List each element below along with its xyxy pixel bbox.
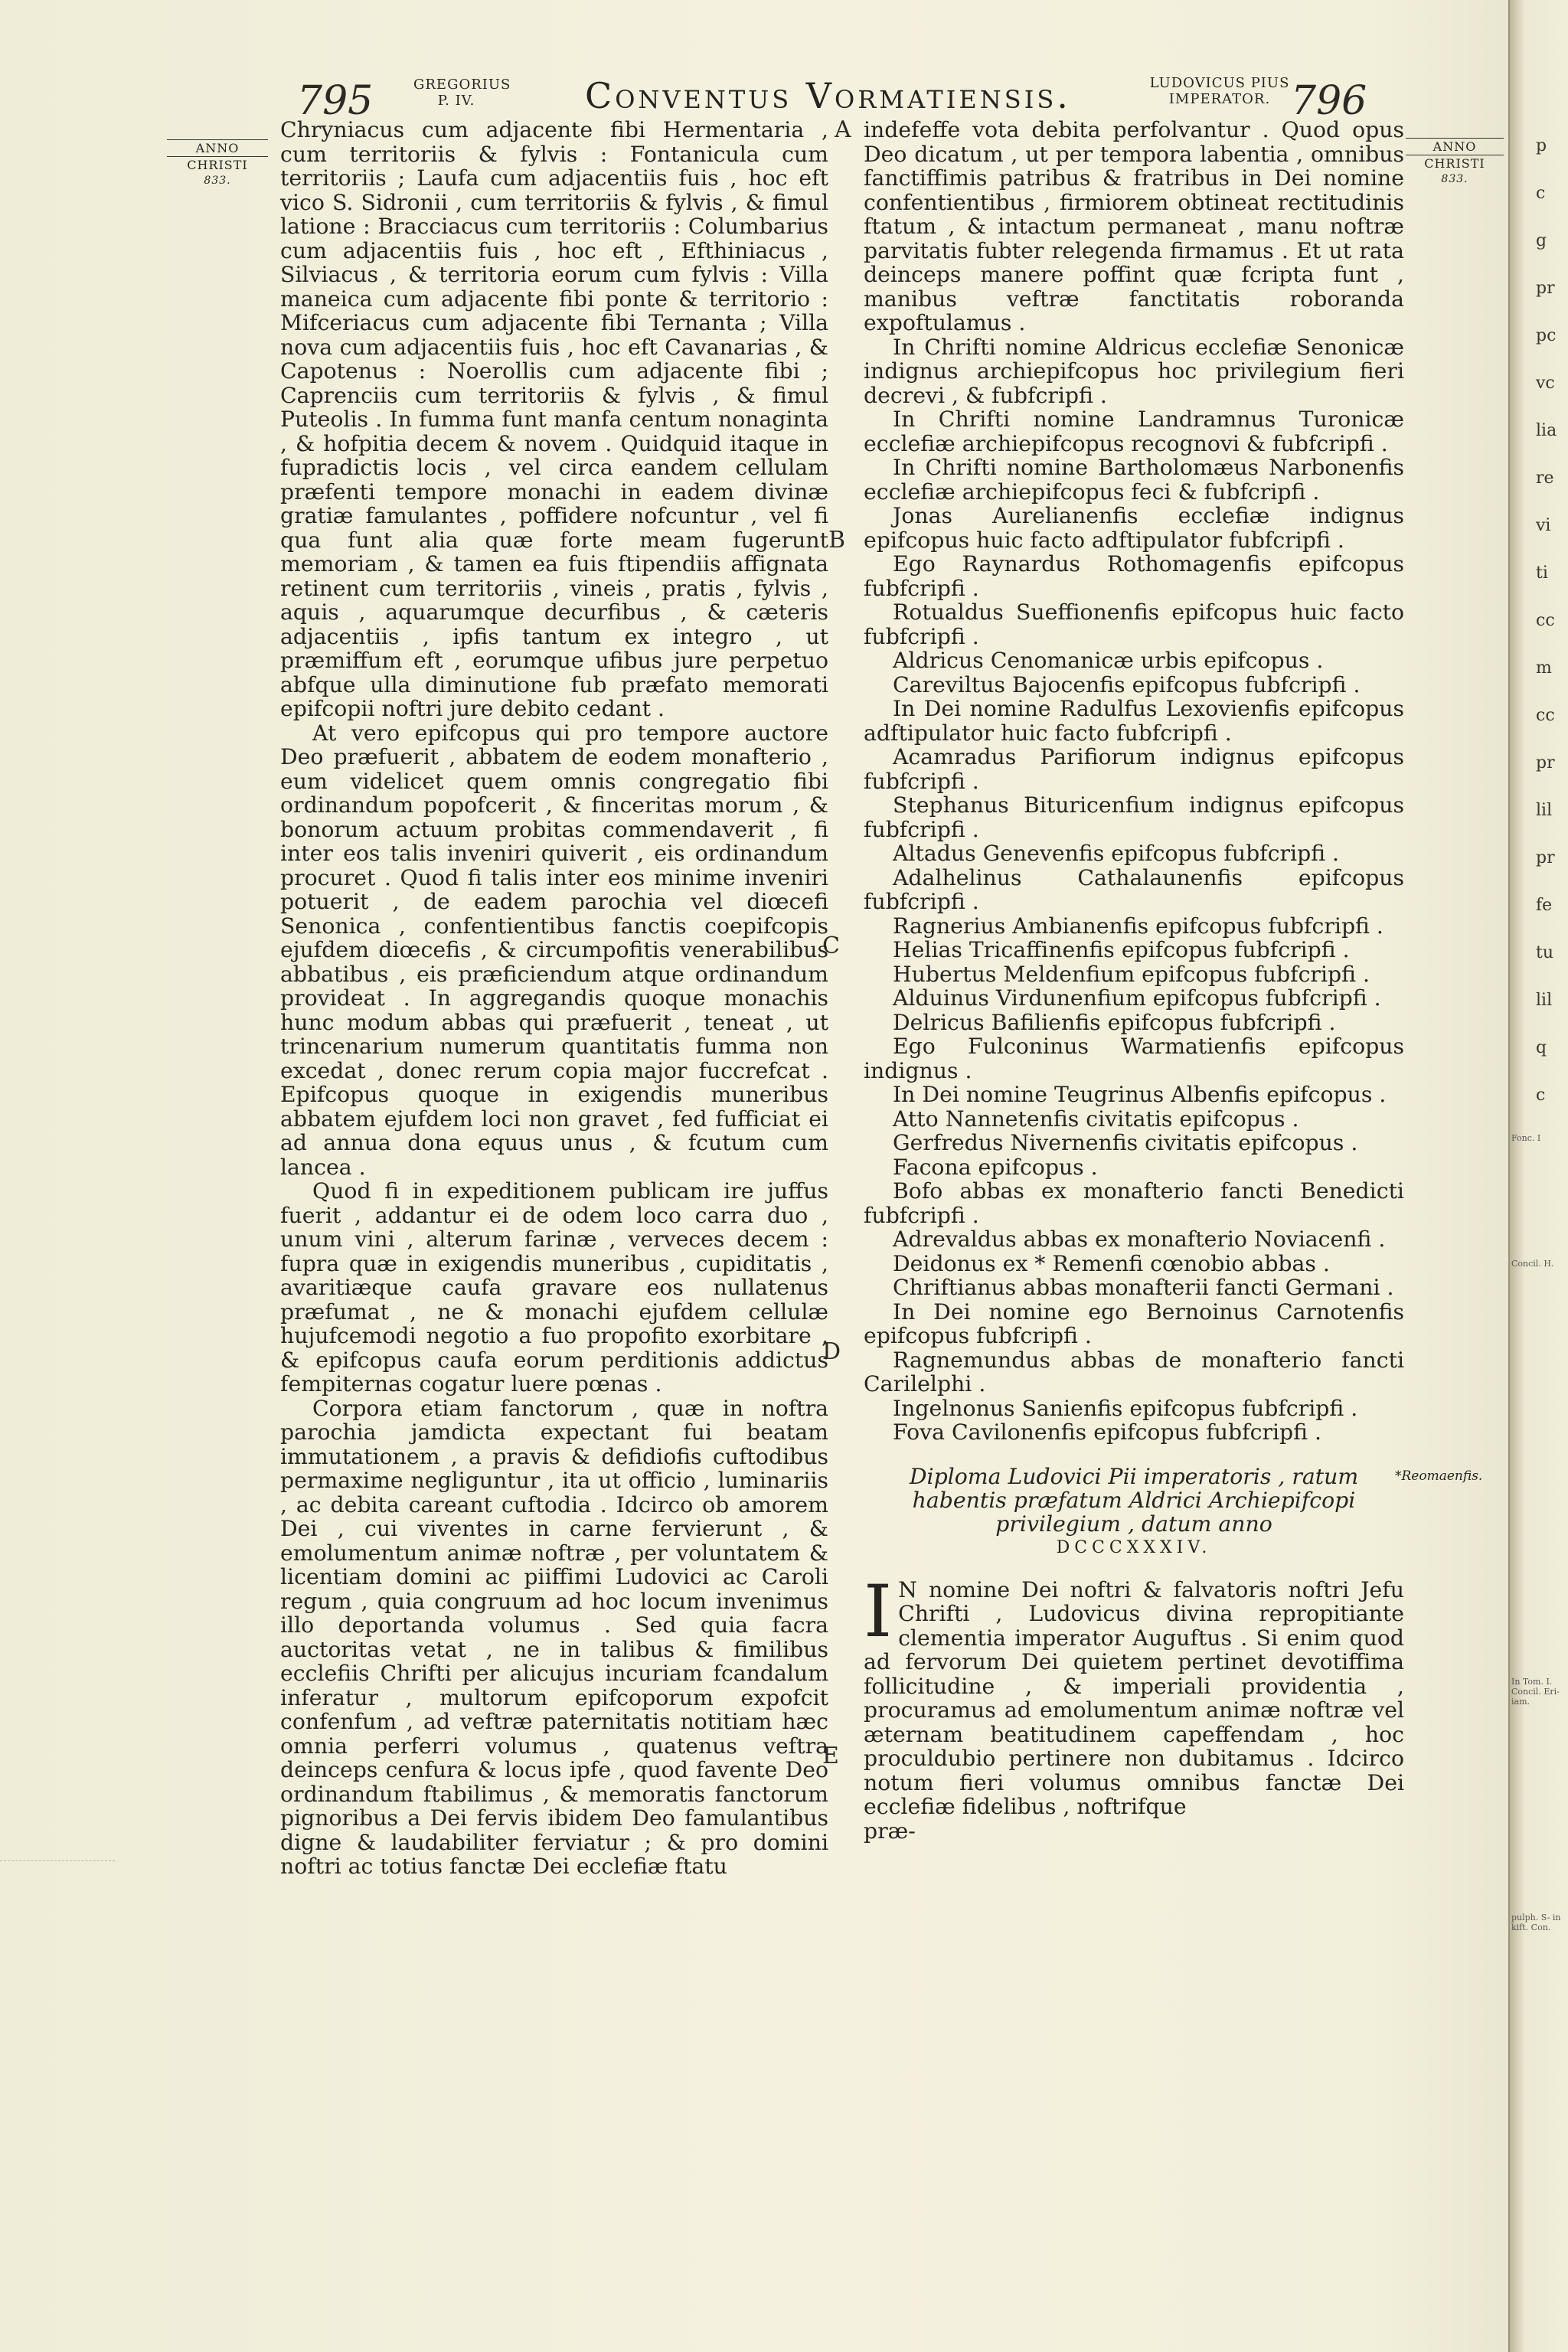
subscription-line: Ragnemundus abbas de monafterio fancti Carilelphi . bbox=[864, 1347, 1404, 1396]
subscription-line: In Dei nomine Radulfus Lexovienfis epifcopus adftipulator huic facto fubfcripfi . bbox=[864, 696, 1404, 746]
edge-fragment: re bbox=[1536, 469, 1554, 488]
section-marker-d: D bbox=[822, 1338, 841, 1365]
edge-fragment: q bbox=[1536, 1038, 1547, 1057]
anno-year: 833. bbox=[204, 175, 231, 187]
subscription-line: Fova Cavilonenfis epifcopus fubfcripfi . bbox=[893, 1419, 1322, 1445]
christi-label: CHRISTI bbox=[187, 158, 248, 172]
subscription-line: Chriftianus abbas monafterii fancti Germani . bbox=[893, 1275, 1394, 1300]
subscription-line: Atto Nannetenfis civitatis epifcopus . bbox=[893, 1106, 1299, 1132]
edge-fragment: c bbox=[1536, 184, 1546, 203]
edge-fragment: vc bbox=[1536, 374, 1555, 393]
adjacent-page-edge bbox=[1508, 0, 1568, 2352]
subscription-line: Adrevaldus abbas ex monafterio Noviacenfi . bbox=[893, 1227, 1386, 1252]
subscription-line: Jonas Aurelianenfis ecclefiæ indignus epifcopus huic facto adftipulator fubfcripfi . bbox=[864, 503, 1404, 553]
subscription-line: Rotualdus Sueffionenfis epifcopus huic facto fubfcripfi . bbox=[864, 599, 1404, 649]
edge-note: Concil. H. bbox=[1511, 1259, 1554, 1269]
edge-fragment: pr bbox=[1536, 279, 1555, 298]
page-number-left: 795 bbox=[297, 78, 374, 124]
edge-fragment: pr bbox=[1536, 753, 1555, 773]
subscription-line: Delricus Bafilienfis epifcopus fubfcripfi . bbox=[893, 1009, 1336, 1035]
subscription-line: Acamradus Parifiorum indignus epifcopus fubfcripfi . bbox=[864, 744, 1404, 794]
edge-fragment: lil bbox=[1536, 801, 1553, 820]
running-title: Conventus Vormatiensis. bbox=[585, 75, 1071, 116]
diploma-body: N nomine Dei noftri & falvatoris noftri Jefu Chrifti , Ludovicus divina repropitiante clementia imperator Auguftus . Si enim quod ad fervorum Dei quietem pertinet devotiffima follicitudine , & imperiali providentia , procuramus ad emolumentum animæ noftræ vel æternam beatitudinem capeffendam , hoc proculdubio pertinere non dubitamus . Idcirco notum fieri volumus omnibus fanctæ Dei ecclefiæ fidelibus , noftrifque bbox=[864, 1576, 1404, 1819]
running-head-right-line1: LUDOVICUS PIUS bbox=[1149, 75, 1290, 91]
paragraph: Chryniacus cum adjacente fibi Hermentaria , cum territoriis & fylvis : Fontanicula cum territoriis ; Laufa cum adjacentiis fuis , hoc eft vico S. Sidronii , cum territoriis & fylvis , & fimul latione : Bracciacus cum territoriis : Columbarius cum adjacentiis fuis , hoc eft , Efthiniacus , Silviacus , & territoria eorum cum fylvis : Villa maneica cum adjacente fibi ponte & territorio : Mifceriacus cum adjacente fibi Ternanta ; Villa nova cum adjacentiis fuis , hoc eft Cavanarias , & Capotenus : Noerollis cum adjacente fibi ; Caprenciis cum territoriis & fylvis , & fimul Puteolis . In fumma funt manfa centum nonaginta , & hofpitia decem & novem . Quidquid itaque in fupradictis locis , vel circa eandem cellulam præfenti tempore monachi in eadem divinæ gratiæ famulantes , poffidere nofcuntur , vel fi qua funt alia quæ forte meam fugerunt memoriam , & tamen ea fuis ftipendiis affignata retinent cum territoriis , vineis , pratis , fylvis , aquis , aquarumque decurfibus , & cæteris adjacentiis , ipfis tantum ex integro , ut præmiffum eft , eorumque ufibus jure perpetuo abfque ulla diminutione fub præfato memorati epifcopii noftri jure debito cedant . bbox=[280, 117, 828, 721]
edge-fragment: cc bbox=[1536, 611, 1555, 630]
edge-fragment: pc bbox=[1536, 326, 1557, 345]
subscription-line: Careviltus Bajocenfis epifcopus fubfcripfi . bbox=[893, 671, 1361, 697]
running-head-right bbox=[1132, 75, 1308, 107]
subscription-list bbox=[864, 335, 1404, 1445]
subscription-line: Ragnerius Ambianenfis epifcopus fubfcripfi . bbox=[893, 913, 1383, 939]
edge-fragment: p bbox=[1536, 136, 1547, 155]
subscription-line: In Dei nomine ego Bernoinus Carnotenfis epifcopus fubfcripfi . bbox=[864, 1298, 1404, 1348]
page-number-right: 796 bbox=[1291, 78, 1367, 124]
edge-fragment: ti bbox=[1536, 564, 1548, 583]
anno-label: ANNO bbox=[1406, 138, 1504, 155]
subscription-line: Alduinus Virdunenfium epifcopus fubfcripfi . bbox=[893, 985, 1381, 1011]
right-column bbox=[864, 118, 1404, 1843]
edge-fragment: fe bbox=[1536, 896, 1553, 915]
diploma-date: DCCCXXXIV. bbox=[1056, 1537, 1212, 1557]
christi-label: CHRISTI bbox=[1424, 156, 1485, 171]
ink-mark bbox=[0, 1860, 115, 1864]
drop-cap: I bbox=[864, 1570, 893, 1654]
catchword: præ- bbox=[864, 1818, 916, 1844]
margin-anno-right bbox=[1406, 138, 1504, 188]
edge-note: pulph. S- in kift. Con. bbox=[1511, 1913, 1561, 1933]
edge-note: In Tom. I. Concil. Eri-iam. bbox=[1511, 1677, 1560, 1707]
edge-fragment: tu bbox=[1536, 943, 1554, 962]
paragraph-intro: indefeffe vota debita perfolvantur . Quod opus Deo dicatum , ut per tempora labentia , omnibus fanctiffimis patribus & fratribus in Dei nomine confentientibus , firmiorem obtineat rectitudinis ftatum , & intactum permaneat , manu noftræ parvitatis fubter relegenda firmamus . Et ut rata deinceps manere poffint quæ fcripta funt , manibus veftræ fanctitatis roboranda expoftulamus . bbox=[864, 117, 1404, 335]
paragraph: Quod fi in expeditionem publicam ire juffus fuerit , addantur ei de odem loco carra duo , unum vini , alterum farinæ , verveces decem : fupra quæ in exigendis muneribus , cupiditatis , avaritiæque caufa gravare eos nullatenus præfumat , ne & monachi ejufdem cellulæ hujufcemodi negotio a fuo propofito exorbitare , & epifcopus caufa eorum perditionis addictus fempiternas cogatur luere pœnas . bbox=[280, 1178, 828, 1396]
section-marker-e: E bbox=[822, 1743, 839, 1769]
page-header bbox=[0, 75, 1524, 124]
subscription-line: Helias Tricaffinenfis epifcopus fubfcripfi . bbox=[893, 937, 1350, 962]
subscription-line: In Chrifti nomine Aldricus ecclefiæ Senonicæ indignus archiepifcopus hoc privilegium fieri decrevi , & fubfcripfi . bbox=[864, 334, 1404, 408]
side-note: *Reomaenfis. bbox=[1395, 1468, 1483, 1484]
section-marker-a: A bbox=[835, 116, 851, 143]
subscription-line: Hubertus Meldenfium epifcopus fubfcripfi . bbox=[893, 961, 1370, 987]
subscription-line: Deidonus ex * Remenfi cœnobio abbas . bbox=[893, 1250, 1330, 1276]
edge-fragment: g bbox=[1536, 231, 1547, 250]
section-marker-c: C bbox=[822, 933, 840, 959]
running-head-right-line2: IMPERATOR. bbox=[1168, 91, 1271, 107]
diploma-title: Diploma Ludovici Pii imperatoris , ratum habentis præfatum Aldrici Archiepifcopi privilegium , datum anno bbox=[909, 1463, 1359, 1537]
margin-anno-left bbox=[167, 139, 268, 189]
edge-fragment: cc bbox=[1536, 706, 1555, 725]
subscription-line: In Chrifti nomine Landramnus Turonicæ ecclefiæ archiepifcopus recognovi & fubfcripfi . bbox=[864, 407, 1404, 456]
edge-fragment: m bbox=[1536, 658, 1552, 678]
anno-year: 833. bbox=[1441, 173, 1468, 185]
left-column bbox=[280, 118, 828, 1879]
diploma-text bbox=[864, 1570, 1404, 1819]
diploma-heading bbox=[864, 1465, 1404, 1560]
subscription-line: Ingelnonus Sanienfis epifcopus fubfcripfi . bbox=[893, 1395, 1358, 1421]
anno-label: ANNO bbox=[167, 139, 268, 157]
paragraph: Corpora etiam fanctorum , quæ in noftra parochia jamdicta expectant fui beatam immutationem , a pravis & defidiofis cuftodibus permaxime negliguntur , ita ut officio , luminariis , ac debita careant cuftodia . Idcirco ob amorem Dei , cui viventes in carne fervierunt , & emolumentum animæ noftræ , per voluntatem & licentiam domini ac piiffimi Ludovici ac Caroli regum , quia congruum ad hoc locum invenimus illo deportanda volumus . Sed quia facra auctoritas vetat , ne in talibus & fimilibus ecclefiis Chrifti per alicujus incuriam fcandalum inferatur , multorum epifcoporum expofcit confenfum , ad veftræ paternitatis notitiam hæc omnia perferri volumus , quatenus veftra deinceps cenfura & locus ipfe , quod favente Deo ordinandum ftabilimus , & memoratis fanctorum pignoribus a Dei fervis ibidem Deo famulantibus digne & laudabiliter ferviatur ; & pro domini noftri ac totius fanctæ Dei ecclefiæ ftatu bbox=[280, 1395, 828, 1879]
edge-note: Fonc. I bbox=[1511, 1133, 1541, 1143]
subscription-line: Bofo abbas ex monafterio fancti Benedicti fubfcripfi . bbox=[864, 1178, 1404, 1228]
running-head-left bbox=[413, 77, 511, 109]
subscription-line: Stephanus Bituricenfium indignus epifcopus fubfcripfi . bbox=[864, 792, 1404, 842]
subscription-line: Ego Raynardus Rothomagenfis epifcopus fubfcripfi . bbox=[864, 551, 1404, 601]
edge-fragment: c bbox=[1536, 1086, 1546, 1105]
running-head-left-line1: GREGORIUS bbox=[413, 77, 511, 93]
subscription-line: In Dei nomine Teugrinus Albenfis epifcopus . bbox=[893, 1082, 1387, 1107]
subscription-line: Altadus Genevenfis epifcopus fubfcripfi . bbox=[893, 841, 1340, 866]
subscription-line: In Chrifti nomine Bartholomæus Narbonenfis ecclefiæ archiepifcopus feci & fubfcripfi . bbox=[864, 455, 1404, 505]
edge-fragment: lia bbox=[1536, 421, 1557, 440]
paragraph: At vero epifcopus qui pro tempore auctore Deo præfuerit , abbatem de eodem monafterio , eum videlicet quem omnis congregatio fibi ordinandum popofcerit , & finceritas morum , & bonorum actuum probitas commendaverit , fi inter eos talis inveniri quiverit , eis ordinandum procuret . Quod fi talis inter eos minime inveniri potuerit , de eadem parochia vel diœcefi Senonica , confentientibus fanctis coepifcopis ejufdem diœcefis , & circumpofitis venerabilibus abbatibus , eis præficiendum atque ordinandum provideat . In aggregandis quoque monachis hunc modum abbas qui præfuerit , teneat , ut trincenarium numerum quantitatis fumma non excedat , donec rerum copia major fuccrefcat . Epifcopus quoque in exigendis muneribus abbatem ejufdem loci non gravet , fed fufficiat ei ad annua dona equus unus , & fcutum cum lancea . bbox=[280, 720, 828, 1180]
subscription-line: Ego Fulconinus Warmatienfis epifcopus indignus . bbox=[864, 1034, 1404, 1083]
subscription-line: Adalhelinus Cathalaunenfis epifcopus fubfcripfi . bbox=[864, 864, 1404, 914]
subscription-line: Facona epifcopus . bbox=[893, 1154, 1098, 1180]
section-marker-b: B bbox=[828, 527, 846, 554]
edge-fragment: pr bbox=[1536, 848, 1555, 867]
edge-fragment: lil bbox=[1536, 991, 1553, 1010]
subscription-line: Gerfredus Nivernenfis civitatis epifcopus . bbox=[893, 1130, 1358, 1155]
running-head-left-line2: P. IV. bbox=[437, 93, 475, 109]
subscription-line: Aldricus Cenomanicæ urbis epifcopus . bbox=[893, 648, 1324, 673]
edge-fragment: vi bbox=[1536, 516, 1551, 535]
